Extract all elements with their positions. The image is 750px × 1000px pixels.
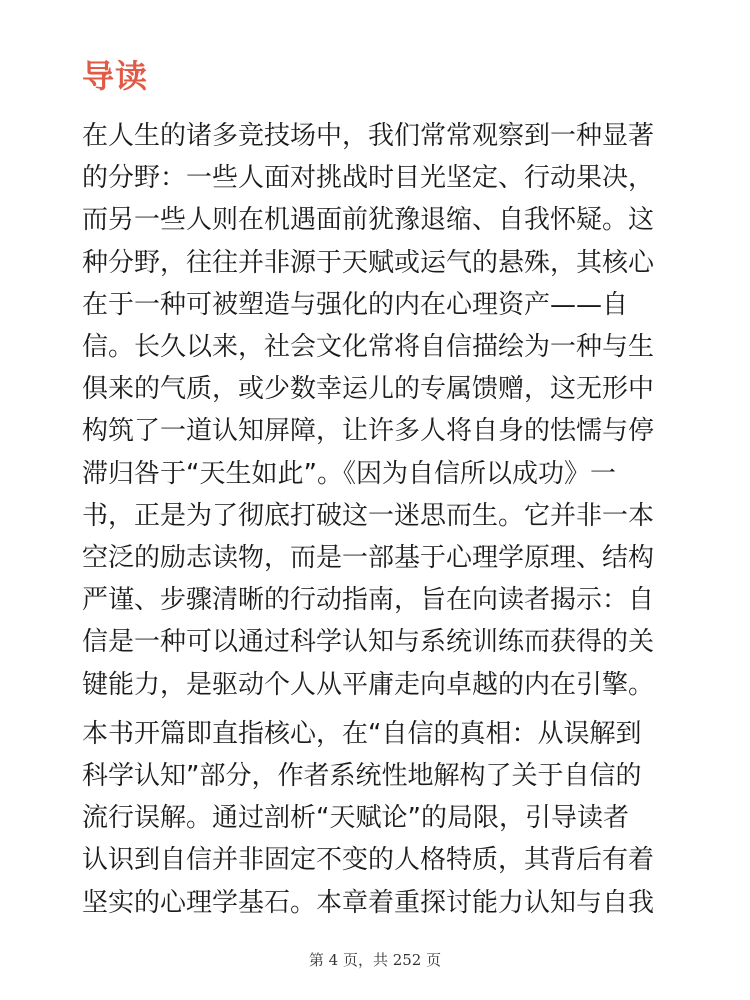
page-number-footer: 第 4 页，共 252 页 — [308, 951, 442, 969]
text-line: 在人生的诸多竞技场中，我们常常观察到一种显著 — [82, 121, 655, 151]
paragraph-spacer — [82, 706, 668, 713]
text-line: 严谨、步骤清晰的行动指南，旨在向读者揭示：自 — [82, 585, 655, 616]
text-line: 的分野：一些人面对挑战时目光坚定、行动果决， — [82, 163, 655, 194]
text-line: 信。长久以来，社会文化常将自信描绘为一种与生 — [82, 332, 655, 363]
text-line: 构筑了一道认知屏障，让许多人将自身的怯懦与停 — [82, 416, 655, 447]
paragraph-2 — [82, 713, 668, 924]
text-line: 而另一些人则在机遇面前犹豫退缩、自我怀疑。这 — [82, 205, 655, 236]
text-line: 科学认知”部分，作者系统性地解构了关于自信的 — [82, 761, 642, 792]
section-title: 导读 — [82, 57, 149, 95]
text-line: 流行误解。通过剖析“天赋论”的局限，引导读者 — [82, 803, 629, 834]
text-line: 认识到自信并非固定不变的人格特质，其背后有着 — [82, 845, 655, 876]
text-line: 信是一种可以通过科学认知与系统训练而获得的关 — [82, 627, 655, 658]
text-line: 在于一种可被塑造与强化的内在心理资产——自 — [82, 289, 629, 320]
text-line: 俱来的气质，或少数幸运儿的专属馈赠，这无形中 — [82, 374, 655, 405]
text-line: 空泛的励志读物，而是一部基于心理学原理、结构 — [82, 543, 655, 574]
text-line: 种分野，往往并非源于天赋或运气的悬殊，其核心 — [82, 247, 655, 278]
paragraph-1 — [82, 115, 668, 706]
text-line: 坚实的心理学基石。本章着重探讨能力认知与自我 — [82, 887, 655, 918]
text-line: 本书开篇即直指核心，在“自信的真相：从误解到 — [82, 718, 642, 749]
text-line: 键能力，是驱动个人从平庸走向卓越的内在引擎。 — [82, 669, 655, 700]
text-line: 书，正是为了彻底打破这一迷思而生。它并非一本 — [82, 500, 655, 531]
body-text — [82, 115, 668, 924]
text-line: 滞归咎于“天生如此”。《因为自信所以成功》一 — [82, 458, 616, 489]
